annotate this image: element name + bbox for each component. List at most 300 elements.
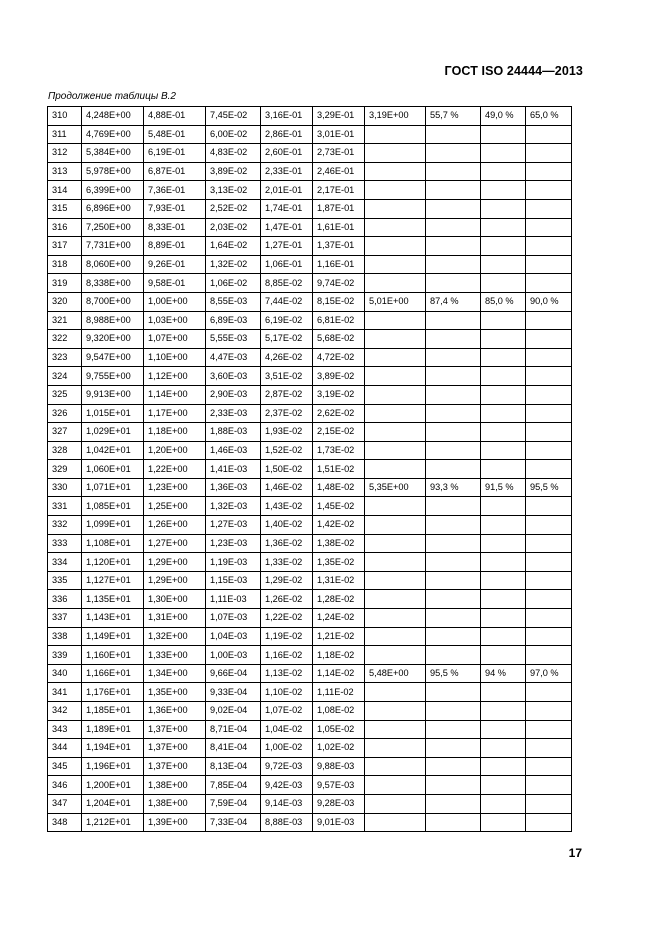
table-cell: 9,33E-04 <box>206 683 261 702</box>
table-cell: 326 <box>48 404 82 423</box>
table-cell <box>426 423 481 442</box>
table-cell <box>365 237 426 256</box>
table-cell: 6,81E-02 <box>313 311 365 330</box>
table-cell: 320 <box>48 292 82 311</box>
table-cell <box>426 144 481 163</box>
table-row <box>48 590 572 609</box>
table-cell: 1,34E+00 <box>144 664 206 683</box>
table-cell <box>481 590 526 609</box>
table-cell <box>365 144 426 163</box>
table-cell: 4,248E+00 <box>82 107 144 126</box>
table-cell <box>481 646 526 665</box>
table-cell: 95,5 % <box>426 664 481 683</box>
table-cell <box>426 534 481 553</box>
table-cell: 1,45E-02 <box>313 497 365 516</box>
table-cell: 9,42E-03 <box>261 776 313 795</box>
table-cell <box>426 255 481 274</box>
table-cell: 1,204E+01 <box>82 794 144 813</box>
table-cell: 1,18E+00 <box>144 423 206 442</box>
table-cell: 94 % <box>481 664 526 683</box>
table-cell: 335 <box>48 571 82 590</box>
table-cell <box>526 423 572 442</box>
table-cell: 4,47E-03 <box>206 348 261 367</box>
table-row <box>48 125 572 144</box>
table-cell: 1,04E-03 <box>206 627 261 646</box>
table-cell: 329 <box>48 460 82 479</box>
table-cell: 9,913E+00 <box>82 385 144 404</box>
table-cell <box>481 385 526 404</box>
table-cell: 1,212E+01 <box>82 813 144 832</box>
table-cell: 9,14E-03 <box>261 794 313 813</box>
table-cell: 1,33E+00 <box>144 646 206 665</box>
table-cell: 1,14E-02 <box>313 664 365 683</box>
table-cell: 1,31E+00 <box>144 609 206 628</box>
table-row <box>48 181 572 200</box>
table-cell <box>365 590 426 609</box>
table-cell <box>481 441 526 460</box>
table-cell <box>481 367 526 386</box>
table-cell <box>365 683 426 702</box>
table-cell <box>526 702 572 721</box>
table-cell: 90,0 % <box>526 292 572 311</box>
table-cell: 1,37E+00 <box>144 757 206 776</box>
table-cell <box>526 274 572 293</box>
table-cell: 1,14E+00 <box>144 385 206 404</box>
table-cell: 1,29E+00 <box>144 553 206 572</box>
table-cell: 1,00E+00 <box>144 292 206 311</box>
table-cell <box>481 776 526 795</box>
table-row <box>48 646 572 665</box>
table-cell: 1,37E+00 <box>144 739 206 758</box>
table-cell: 1,07E-02 <box>261 702 313 721</box>
table-cell: 3,19E-02 <box>313 385 365 404</box>
table-row <box>48 255 572 274</box>
table-cell: 9,57E-03 <box>313 776 365 795</box>
table-row <box>48 237 572 256</box>
table-cell: 1,23E-03 <box>206 534 261 553</box>
table-cell: 1,085E+01 <box>82 497 144 516</box>
table-cell: 8,89E-01 <box>144 237 206 256</box>
table-cell: 1,35E+00 <box>144 683 206 702</box>
table-cell <box>526 534 572 553</box>
table-cell <box>426 348 481 367</box>
table-cell: 4,26E-02 <box>261 348 313 367</box>
table-cell <box>526 757 572 776</box>
table-cell: 1,28E-02 <box>313 590 365 609</box>
table-cell <box>365 609 426 628</box>
table-cell <box>426 609 481 628</box>
table-cell: 5,48E+00 <box>365 664 426 683</box>
table-cell <box>481 683 526 702</box>
table-cell: 6,87E-01 <box>144 162 206 181</box>
table-cell <box>526 199 572 218</box>
table-cell: 9,28E-03 <box>313 794 365 813</box>
table-cell <box>365 646 426 665</box>
table-cell <box>526 516 572 535</box>
table-cell: 336 <box>48 590 82 609</box>
table-row <box>48 107 572 126</box>
table-cell: 1,16E-01 <box>313 255 365 274</box>
table-cell: 3,19E+00 <box>365 107 426 126</box>
table-cell: 9,26E-01 <box>144 255 206 274</box>
table-cell <box>426 720 481 739</box>
table-cell: 1,029E+01 <box>82 423 144 442</box>
table-cell: 8,71E-04 <box>206 720 261 739</box>
table-cell <box>526 813 572 832</box>
table-cell: 342 <box>48 702 82 721</box>
table-cell: 1,127E+01 <box>82 571 144 590</box>
table-cell <box>481 794 526 813</box>
table-cell <box>481 571 526 590</box>
table-cell: 65,0 % <box>526 107 572 126</box>
table-cell: 7,250E+00 <box>82 218 144 237</box>
table-cell <box>426 571 481 590</box>
table-cell: 85,0 % <box>481 292 526 311</box>
table-cell <box>481 739 526 758</box>
table-cell: 6,896E+00 <box>82 199 144 218</box>
table-cell: 9,74E-02 <box>313 274 365 293</box>
table-cell: 8,060E+00 <box>82 255 144 274</box>
table-cell <box>426 683 481 702</box>
table-row <box>48 404 572 423</box>
table-cell <box>481 404 526 423</box>
table-cell: 1,19E-03 <box>206 553 261 572</box>
table-cell <box>365 757 426 776</box>
table-cell: 1,87E-01 <box>313 199 365 218</box>
table-row <box>48 664 572 683</box>
page-number: 17 <box>568 846 582 860</box>
table-row <box>48 144 572 163</box>
table-cell: 7,45E-02 <box>206 107 261 126</box>
table-cell: 312 <box>48 144 82 163</box>
table-cell: 323 <box>48 348 82 367</box>
table-cell <box>526 794 572 813</box>
table-cell: 1,73E-02 <box>313 441 365 460</box>
table-cell <box>526 255 572 274</box>
table-cell: 1,88E-03 <box>206 423 261 442</box>
table-cell: 330 <box>48 478 82 497</box>
table-cell: 1,36E-03 <box>206 478 261 497</box>
table-cell <box>526 627 572 646</box>
table-cell <box>481 423 526 442</box>
table-cell: 8,88E-03 <box>261 813 313 832</box>
table-cell: 1,176E+01 <box>82 683 144 702</box>
table-cell: 1,06E-01 <box>261 255 313 274</box>
table-cell: 95,5 % <box>526 478 572 497</box>
table-cell: 1,52E-02 <box>261 441 313 460</box>
table-cell <box>365 311 426 330</box>
table-cell: 49,0 % <box>481 107 526 126</box>
table-cell: 1,200E+01 <box>82 776 144 795</box>
table-cell: 1,25E+00 <box>144 497 206 516</box>
table-cell <box>481 348 526 367</box>
table-cell <box>365 702 426 721</box>
table-cell: 3,60E-03 <box>206 367 261 386</box>
table-cell <box>365 162 426 181</box>
table-cell: 347 <box>48 794 82 813</box>
table-cell: 2,37E-02 <box>261 404 313 423</box>
table-cell <box>481 218 526 237</box>
table-cell: 8,15E-02 <box>313 292 365 311</box>
table-row <box>48 441 572 460</box>
table-cell: 1,38E+00 <box>144 794 206 813</box>
table-cell: 55,7 % <box>426 107 481 126</box>
table-cell: 1,08E-02 <box>313 702 365 721</box>
table-cell: 3,89E-02 <box>313 367 365 386</box>
table-cell: 8,338E+00 <box>82 274 144 293</box>
table-cell: 91,5 % <box>481 478 526 497</box>
table-cell <box>481 237 526 256</box>
table-cell <box>426 385 481 404</box>
table-cell: 1,27E-01 <box>261 237 313 256</box>
table-cell <box>481 516 526 535</box>
table-row <box>48 776 572 795</box>
table-cell: 4,72E-02 <box>313 348 365 367</box>
table-cell: 1,07E+00 <box>144 330 206 349</box>
table-row <box>48 460 572 479</box>
table-cell: 1,15E-03 <box>206 571 261 590</box>
table-cell: 9,88E-03 <box>313 757 365 776</box>
table-cell: 1,196E+01 <box>82 757 144 776</box>
table-cell <box>526 776 572 795</box>
table-cell: 338 <box>48 627 82 646</box>
table-cell: 9,58E-01 <box>144 274 206 293</box>
table-row <box>48 609 572 628</box>
table-cell: 2,46E-01 <box>313 162 365 181</box>
table-cell: 2,15E-02 <box>313 423 365 442</box>
table-cell <box>526 125 572 144</box>
table-cell: 2,73E-01 <box>313 144 365 163</box>
table-row <box>48 553 572 572</box>
table-cell <box>481 534 526 553</box>
table-cell <box>365 720 426 739</box>
table-cell <box>365 330 426 349</box>
table-cell: 1,64E-02 <box>206 237 261 256</box>
table-cell: 1,02E-02 <box>313 739 365 758</box>
table-cell <box>426 776 481 795</box>
table-cell: 1,74E-01 <box>261 199 313 218</box>
table-cell <box>426 311 481 330</box>
table-cell: 5,55E-03 <box>206 330 261 349</box>
table-cell: 1,36E+00 <box>144 702 206 721</box>
table-cell: 6,89E-03 <box>206 311 261 330</box>
table-cell: 3,51E-02 <box>261 367 313 386</box>
table-cell: 5,978E+00 <box>82 162 144 181</box>
table-cell: 7,33E-04 <box>206 813 261 832</box>
table-cell <box>365 404 426 423</box>
table-row <box>48 683 572 702</box>
table-cell: 6,19E-02 <box>261 311 313 330</box>
table-cell <box>426 441 481 460</box>
table-cell <box>365 423 426 442</box>
table-cell: 1,143E+01 <box>82 609 144 628</box>
table-cell <box>526 553 572 572</box>
table-cell: 7,59E-04 <box>206 794 261 813</box>
table-cell: 1,19E-02 <box>261 627 313 646</box>
table-cell <box>426 757 481 776</box>
table-cell: 1,37E+00 <box>144 720 206 739</box>
table-cell <box>526 237 572 256</box>
table-cell <box>426 199 481 218</box>
table-cell: 9,547E+00 <box>82 348 144 367</box>
table-cell: 1,05E-02 <box>313 720 365 739</box>
table-cell: 8,55E-03 <box>206 292 261 311</box>
table-cell <box>426 274 481 293</box>
table-cell: 1,48E-02 <box>313 478 365 497</box>
table-cell <box>526 460 572 479</box>
table-cell <box>526 720 572 739</box>
table-cell: 1,07E-03 <box>206 609 261 628</box>
table-cell <box>365 385 426 404</box>
table-cell <box>426 794 481 813</box>
table-caption: Продолжение таблицы В.2 <box>48 91 176 102</box>
table-cell: 331 <box>48 497 82 516</box>
table-cell <box>526 441 572 460</box>
table-cell: 6,19E-01 <box>144 144 206 163</box>
table-cell <box>426 218 481 237</box>
document-header: ГОСТ ISO 24444—2013 <box>444 64 583 78</box>
data-table <box>47 106 572 832</box>
table-cell: 1,04E-02 <box>261 720 313 739</box>
table-cell: 1,194E+01 <box>82 739 144 758</box>
table-cell <box>526 571 572 590</box>
table-cell <box>365 181 426 200</box>
table-cell: 2,62E-02 <box>313 404 365 423</box>
table-cell: 7,93E-01 <box>144 199 206 218</box>
table-cell <box>426 702 481 721</box>
table-cell: 345 <box>48 757 82 776</box>
table-cell <box>526 144 572 163</box>
table-cell: 2,90E-03 <box>206 385 261 404</box>
table-cell: 1,20E+00 <box>144 441 206 460</box>
table-cell: 9,72E-03 <box>261 757 313 776</box>
table-cell: 1,22E+00 <box>144 460 206 479</box>
table-cell: 1,43E-02 <box>261 497 313 516</box>
table-cell: 1,39E+00 <box>144 813 206 832</box>
table-cell: 1,13E-02 <box>261 664 313 683</box>
table-cell: 4,88E-01 <box>144 107 206 126</box>
table-cell <box>481 125 526 144</box>
table-cell: 2,17E-01 <box>313 181 365 200</box>
table-cell <box>481 813 526 832</box>
table-cell: 313 <box>48 162 82 181</box>
table-body <box>48 107 572 832</box>
table-row <box>48 478 572 497</box>
table-cell: 333 <box>48 534 82 553</box>
table-cell <box>481 162 526 181</box>
table-cell: 4,83E-02 <box>206 144 261 163</box>
table-cell: 1,42E-02 <box>313 516 365 535</box>
table-cell: 1,33E-02 <box>261 553 313 572</box>
table-cell: 9,01E-03 <box>313 813 365 832</box>
table-cell <box>365 255 426 274</box>
table-row <box>48 292 572 311</box>
table-cell: 316 <box>48 218 82 237</box>
table-row <box>48 702 572 721</box>
table-row <box>48 348 572 367</box>
table-row <box>48 794 572 813</box>
table-cell: 346 <box>48 776 82 795</box>
table-cell <box>365 516 426 535</box>
table-cell: 328 <box>48 441 82 460</box>
table-cell: 9,66E-04 <box>206 664 261 683</box>
table-cell <box>526 385 572 404</box>
table-cell: 1,015E+01 <box>82 404 144 423</box>
table-cell: 3,01E-01 <box>313 125 365 144</box>
table-cell <box>426 162 481 181</box>
table-cell: 1,23E+00 <box>144 478 206 497</box>
table-cell: 1,00E-02 <box>261 739 313 758</box>
table-cell: 1,06E-02 <box>206 274 261 293</box>
table-cell <box>481 720 526 739</box>
table-cell <box>426 646 481 665</box>
table-row <box>48 274 572 293</box>
table-cell: 1,40E-02 <box>261 516 313 535</box>
table-cell: 334 <box>48 553 82 572</box>
table-cell: 1,26E+00 <box>144 516 206 535</box>
table-cell <box>426 627 481 646</box>
table-cell: 5,68E-02 <box>313 330 365 349</box>
table-cell: 1,36E-02 <box>261 534 313 553</box>
table-cell <box>426 516 481 535</box>
table-cell: 311 <box>48 125 82 144</box>
table-cell: 1,00E-03 <box>206 646 261 665</box>
table-cell: 315 <box>48 199 82 218</box>
table-cell <box>365 460 426 479</box>
table-cell: 1,37E-01 <box>313 237 365 256</box>
table-cell: 1,108E+01 <box>82 534 144 553</box>
table-cell <box>365 274 426 293</box>
table-cell <box>365 627 426 646</box>
table-cell: 1,24E-02 <box>313 609 365 628</box>
table-cell: 1,32E-03 <box>206 497 261 516</box>
table-cell: 2,33E-03 <box>206 404 261 423</box>
table-cell: 2,86E-01 <box>261 125 313 144</box>
table-cell <box>365 553 426 572</box>
table-cell: 5,384E+00 <box>82 144 144 163</box>
table-cell: 3,16E-01 <box>261 107 313 126</box>
table-cell <box>426 553 481 572</box>
table-cell <box>526 683 572 702</box>
table-cell: 1,149E+01 <box>82 627 144 646</box>
table-cell <box>426 404 481 423</box>
table-cell: 3,13E-02 <box>206 181 261 200</box>
table-cell: 1,21E-02 <box>313 627 365 646</box>
table-cell: 7,85E-04 <box>206 776 261 795</box>
table-row <box>48 218 572 237</box>
table-cell: 324 <box>48 367 82 386</box>
table-cell <box>526 218 572 237</box>
table-cell: 97,0 % <box>526 664 572 683</box>
table-row <box>48 739 572 758</box>
table-cell: 8,33E-01 <box>144 218 206 237</box>
table-cell <box>481 311 526 330</box>
table-cell: 1,31E-02 <box>313 571 365 590</box>
table-cell: 337 <box>48 609 82 628</box>
table-cell <box>526 497 572 516</box>
table-cell <box>526 590 572 609</box>
table-cell: 1,38E+00 <box>144 776 206 795</box>
table-cell: 7,36E-01 <box>144 181 206 200</box>
table-cell: 87,4 % <box>426 292 481 311</box>
table-cell: 1,12E+00 <box>144 367 206 386</box>
table-cell: 321 <box>48 311 82 330</box>
table-cell: 4,769E+00 <box>82 125 144 144</box>
table-cell <box>526 330 572 349</box>
table-cell <box>526 181 572 200</box>
table-cell: 332 <box>48 516 82 535</box>
table-cell <box>426 813 481 832</box>
